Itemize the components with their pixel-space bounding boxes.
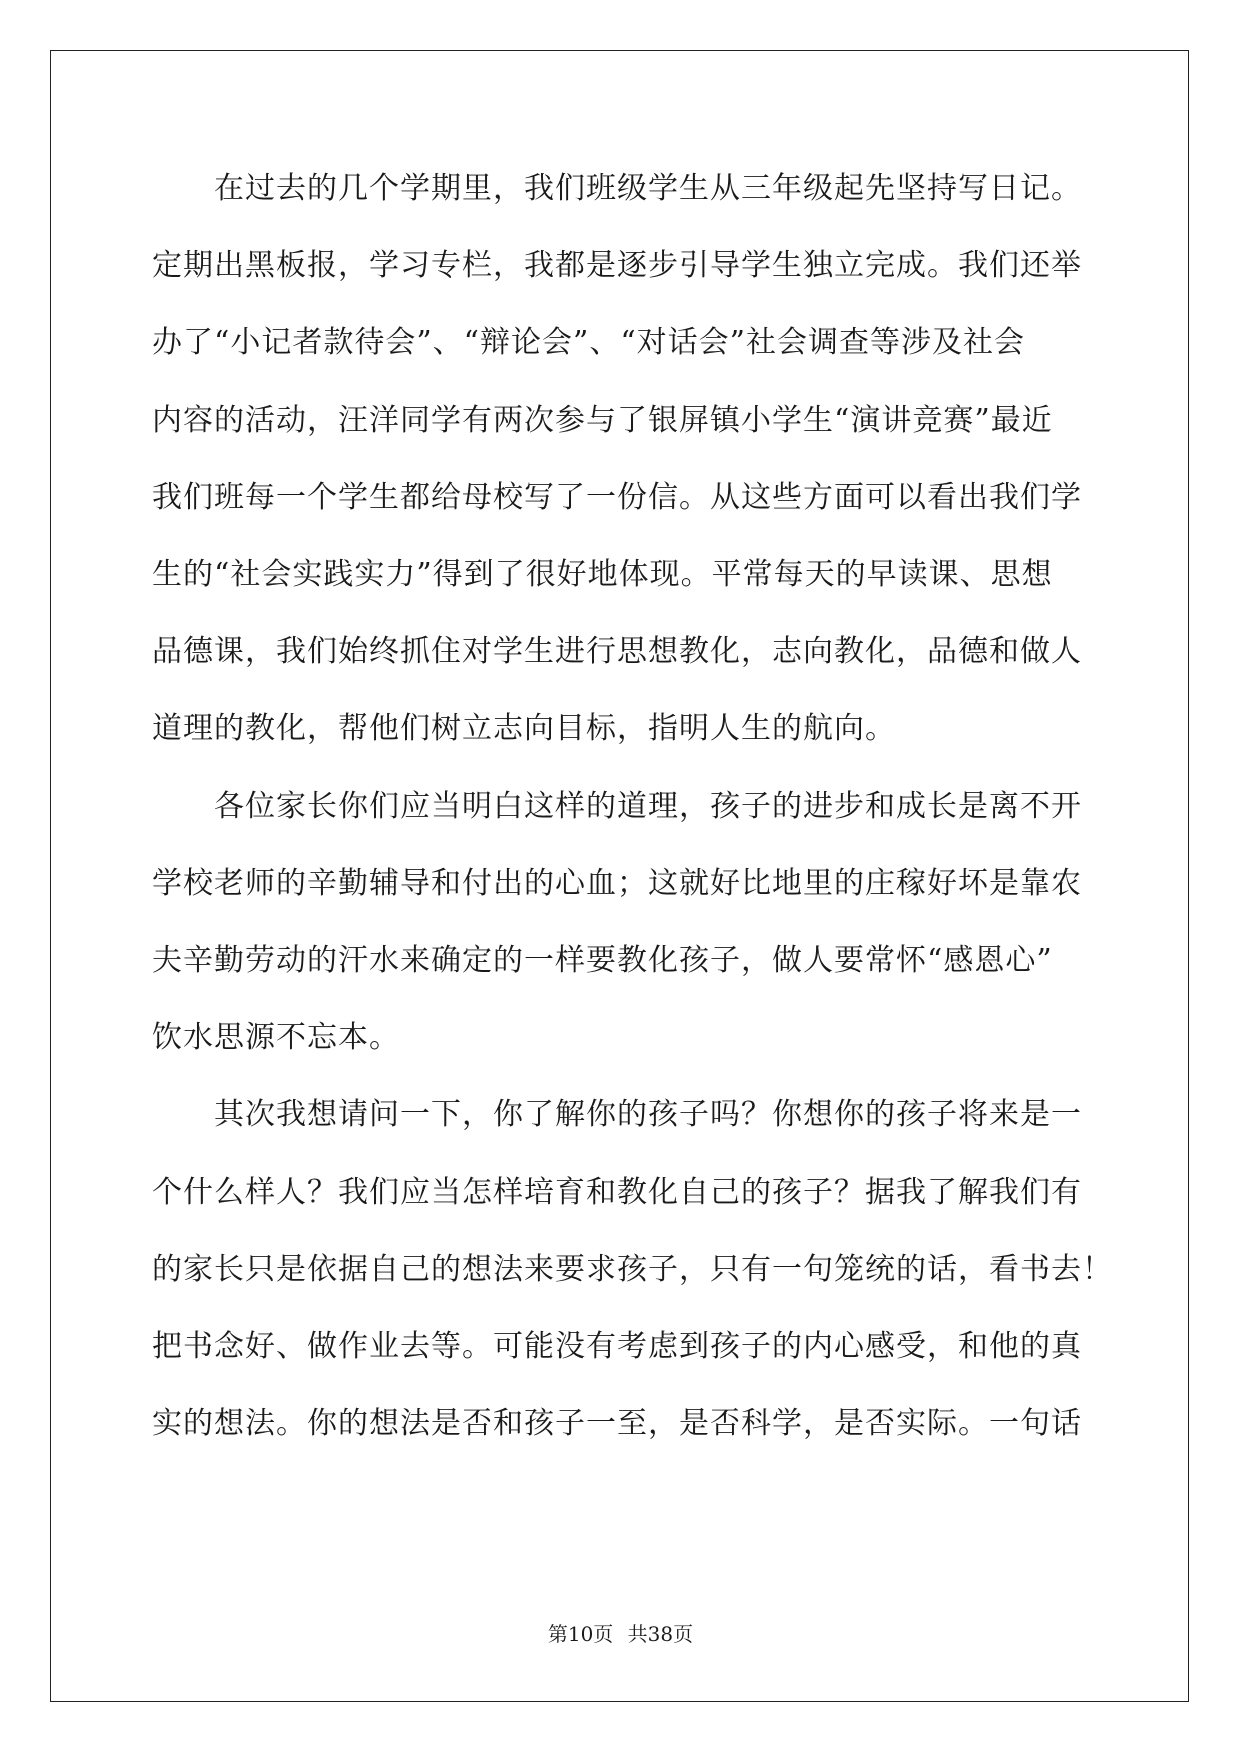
text-line: 学校老师的辛勤辅导和付出的心血；这就好比地里的庄稼好坏是靠农: [152, 865, 1082, 901]
text-line: 饮水思源不忘本。: [152, 1020, 400, 1056]
text-line: 实的想法。你的想法是否和孩子一至，是否科学，是否实际。一句话: [152, 1406, 1082, 1442]
paragraph: [152, 150, 1092, 768]
text-line: 在过去的几个学期里，我们班级学生从三年级起先坚持写日记。: [214, 171, 1082, 206]
page-number: 第10页: [547, 1622, 614, 1646]
document-body: [152, 150, 1113, 1462]
text-line: 其次我想请问一下，你了解你的孩子吗？你想你的孩子将来是一: [214, 1097, 1082, 1133]
text-line: 的家长只是依据自己的想法来要求孩子，只有一句笼统的话，看书去！: [152, 1251, 1113, 1287]
page-footer: [0, 1618, 1241, 1647]
text-line: 品德课，我们始终抓住对学生进行思想教化，志向教化，品德和做人: [152, 634, 1082, 670]
text-line: 各位家长你们应当明白这样的道理，孩子的进步和成长是离不开: [214, 788, 1082, 824]
paragraph: [152, 768, 1092, 1077]
text-line: 办了“小记者款待会”、“辩论会”、“对话会”社会调查等涉及社会: [152, 325, 1026, 361]
page-total: 共38页: [627, 1622, 694, 1646]
text-line: 内容的活动，汪洋同学有两次参与了银屏镇小学生“演讲竞赛”最近: [152, 402, 1053, 438]
text-line: 夫辛勤劳动的汗水来确定的一样要教化孩子，做人要常怀“感恩心”: [152, 943, 1053, 979]
text-line: 我们班每一个学生都给母校写了一份信。从这些方面可以看出我们学: [152, 479, 1082, 515]
text-line: 把书念好、做作业去等。可能没有考虑到孩子的内心感受，和他的真: [152, 1329, 1082, 1365]
paragraph: [152, 1076, 1113, 1462]
text-line: 定期出黑板报，学习专栏，我都是逐步引导学生独立完成。我们还举: [152, 248, 1082, 284]
text-line: 生的“社会实践实力”得到了很好地体现。平常每天的早读课、思想: [152, 557, 1053, 593]
text-line: 道理的教化，帮他们树立志向目标，指明人生的航向。: [152, 711, 896, 747]
text-line: 个什么样人？我们应当怎样培育和教化自己的孩子？据我了解我们有: [152, 1174, 1082, 1210]
